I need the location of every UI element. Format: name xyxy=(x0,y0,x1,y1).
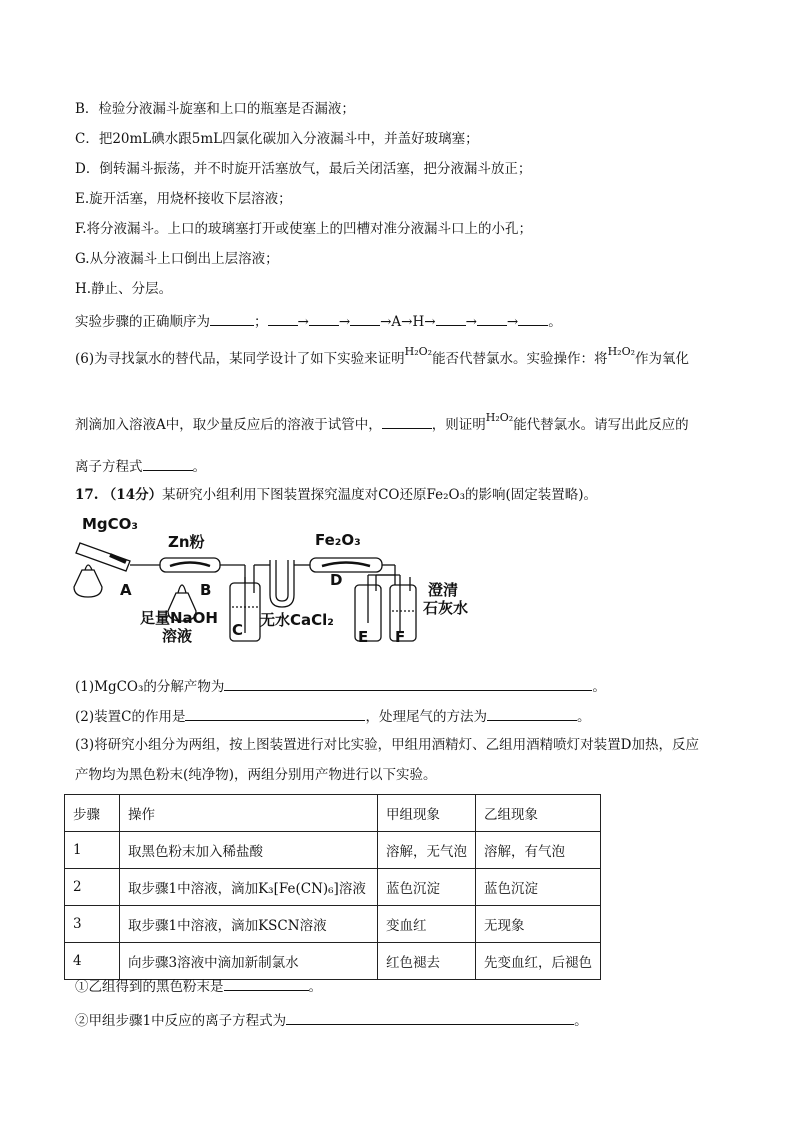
table-cell: 蓝色沉淀 xyxy=(476,869,601,906)
label-d: D xyxy=(330,571,343,589)
step-g: G.从分液漏斗上口倒出上层溶液； xyxy=(75,251,279,267)
order-arrow: → xyxy=(506,314,519,330)
answer-blank[interactable] xyxy=(518,311,548,326)
table-cell: 无现象 xyxy=(476,906,601,943)
table-cell: 变血红 xyxy=(378,906,476,943)
table-header: 乙组现象 xyxy=(476,795,601,832)
table-cell: 红色褪去 xyxy=(378,943,476,980)
table-cell: 取步骤1中溶液，滴加K₃[Fe(CN)₆]溶液 xyxy=(120,869,378,906)
label-c: C xyxy=(232,621,244,639)
table-header: 甲组现象 xyxy=(378,795,476,832)
q3-line2: 产物均为黑色粉末(纯净物)，两组分别用产物进行以下实验。 xyxy=(75,767,437,783)
label-fe2o3: Fe₂O₃ xyxy=(315,531,361,549)
h2o2-formula: H₂O₂ xyxy=(607,345,635,358)
q6-line3 xyxy=(75,456,206,476)
table-cell: 3 xyxy=(65,906,120,943)
label-e: E xyxy=(358,628,369,646)
table-row xyxy=(65,869,601,906)
label-lime2: 石灰水 xyxy=(423,599,469,617)
q2-end: 。 xyxy=(576,709,591,725)
table-cell: 溶解，无气泡 xyxy=(378,832,476,869)
order-end: 。 xyxy=(548,314,562,330)
table-cell: 4 xyxy=(65,943,120,980)
q6-end: 。 xyxy=(192,459,206,475)
label-a: A xyxy=(120,581,132,599)
label-zn: Zn粉 xyxy=(168,533,205,551)
table-row xyxy=(65,906,601,943)
order-arrow: → xyxy=(338,314,351,330)
label-f: F xyxy=(395,628,406,646)
step-f: F.将分液漏斗。上口的玻璃塞打开或使塞上的凹槽对准分液漏斗口上的小孔； xyxy=(75,221,533,237)
h2o2-formula: H₂O₂ xyxy=(404,345,433,358)
answer-blank[interactable] xyxy=(185,706,365,721)
order-arrow: → xyxy=(465,314,477,330)
step-b: B．检验分液漏斗旋塞和上口的瓶塞是否漏液； xyxy=(75,101,355,117)
apparatus-u-tube xyxy=(270,560,294,607)
apparatus-d xyxy=(310,558,382,572)
table-header: 操作 xyxy=(120,795,378,832)
answer-blank[interactable] xyxy=(286,1010,574,1025)
q6-line2 xyxy=(75,411,689,435)
answer-blank[interactable] xyxy=(268,311,298,326)
sub2-end: 。 xyxy=(574,1013,588,1029)
answer-blank[interactable] xyxy=(436,311,466,326)
q3-line1: (3)将研究小组分为两组，按上图装置进行对比实验，甲组用酒精灯、乙组用酒精喷灯对装置D加热，反应 xyxy=(75,737,699,753)
label-b: B xyxy=(200,581,212,599)
label-naoh: 足量NaOH xyxy=(140,609,218,627)
sub2-line xyxy=(75,1010,588,1030)
sub2-text: ②甲组步骤1中反应的离子方程式为 xyxy=(75,1013,287,1029)
h2o2-formula: H₂O₂ xyxy=(485,411,514,424)
q1-line xyxy=(75,676,606,696)
answer-blank[interactable] xyxy=(224,676,592,691)
table-cell: 取黑色粉末加入稀盐酸 xyxy=(120,832,378,869)
order-semicolon: ； xyxy=(254,314,268,330)
answer-blank[interactable] xyxy=(350,311,380,326)
apparatus-diagram xyxy=(70,515,510,650)
table-header-row xyxy=(65,795,601,832)
answer-blank[interactable] xyxy=(477,311,507,326)
table-row xyxy=(65,832,601,869)
step-h: H.静止、分层。 xyxy=(75,281,173,297)
table-cell: 向步骤3溶液中滴加新制氯水 xyxy=(120,943,378,980)
table-cell: 取步骤1中溶液，滴加KSCN溶液 xyxy=(120,906,378,943)
answer-blank[interactable] xyxy=(224,976,309,991)
q1-text: (1)MgCO₃的分解产物为 xyxy=(75,679,225,695)
q17-text: 某研究小组利用下图装置探究温度对CO还原Fe₂O₃的影响(固定装置略)。 xyxy=(162,487,598,503)
table-cell: 先变血红，后褪色 xyxy=(476,943,601,980)
step-c: C．把20mL碘水跟5mL四氯化碳加入分液漏斗中，并盖好玻璃塞； xyxy=(75,131,479,147)
sub1-end: 。 xyxy=(308,979,322,995)
order-line xyxy=(75,311,562,331)
table-cell: 2 xyxy=(65,869,120,906)
q2-text: ，处理尾气的方法为 xyxy=(365,709,487,725)
label-naoh-solution: 溶液 xyxy=(162,627,193,645)
order-mid: →A→H→ xyxy=(380,314,436,330)
table-cell: 1 xyxy=(65,832,120,869)
sub1-text: ①乙组得到的黑色粉末是 xyxy=(75,979,224,995)
step-d: D．倒转漏斗振荡，并不时旋开活塞放气，最后关闭活塞，把分液漏斗放正； xyxy=(75,161,532,177)
step-e: E.旋开活塞，用烧杯接收下层溶液； xyxy=(75,191,292,207)
q17-score: （14分） xyxy=(102,487,163,503)
table-header: 步骤 xyxy=(65,795,120,832)
label-lime1: 澄清 xyxy=(428,581,459,599)
q6-text: 剂滴加入溶液A中，取少量反应后的溶液于试管中， xyxy=(75,417,382,433)
table-row xyxy=(65,943,601,980)
label-cacl2: 无水CaCl₂ xyxy=(260,611,334,629)
sub1-line xyxy=(75,976,322,996)
q1-end: 。 xyxy=(592,679,606,695)
q2-text: (2)装置C的作用是 xyxy=(75,709,186,725)
q6-text: 能否代替氯水。实验操作：将 xyxy=(432,351,608,367)
answer-blank[interactable] xyxy=(382,414,432,429)
answer-blank[interactable] xyxy=(309,311,339,326)
label-mgco3: MgCO₃ xyxy=(82,515,138,533)
q6-line1 xyxy=(75,345,689,369)
order-prefix: 实验步骤的正确顺序为 xyxy=(75,314,210,330)
q6-text: ，则证明 xyxy=(431,417,486,433)
answer-blank[interactable] xyxy=(487,706,577,721)
q17-number: 17. xyxy=(75,487,99,503)
q6-text: 离子方程式 xyxy=(75,459,143,475)
answer-blank[interactable] xyxy=(143,456,193,471)
q6-text: 作为氧化 xyxy=(635,351,689,367)
order-arrow: → xyxy=(297,314,309,330)
experiment-table xyxy=(64,794,601,980)
table-cell: 溶解，有气泡 xyxy=(476,832,601,869)
answer-blank[interactable] xyxy=(210,311,254,326)
q17-intro xyxy=(75,486,597,504)
q6-text: 能代替氯水。请写出此反应的 xyxy=(513,417,689,433)
table-cell: 蓝色沉淀 xyxy=(378,869,476,906)
q6-text: (6)为寻找氯水的替代品，某同学设计了如下实验来证明 xyxy=(75,351,405,367)
q2-line xyxy=(75,706,590,726)
